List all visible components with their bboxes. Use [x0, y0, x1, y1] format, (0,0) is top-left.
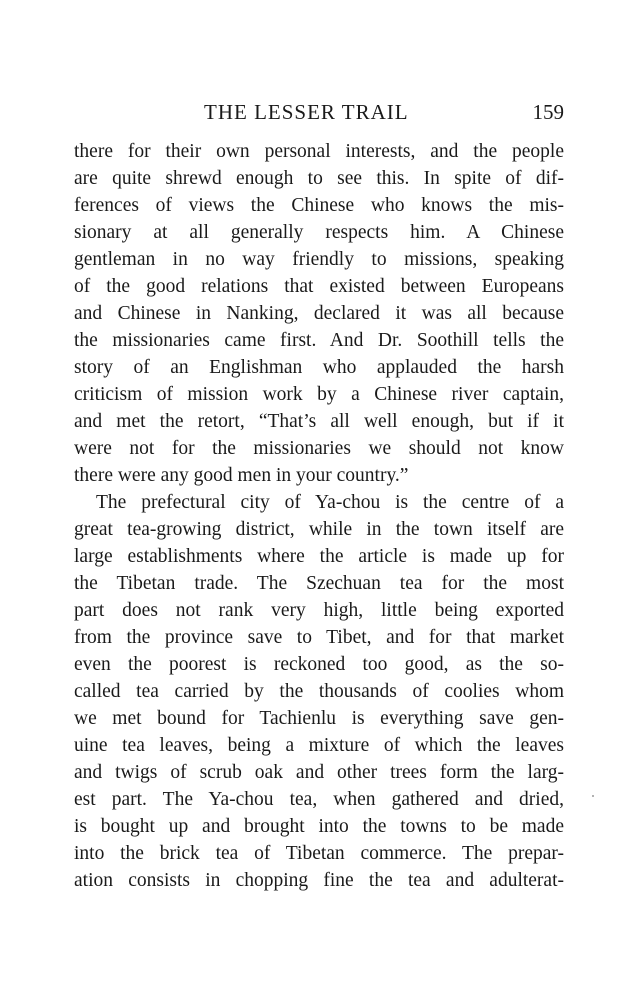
text-line: sionary at all generally respects him. A Chinese: [74, 222, 564, 243]
text-line: large establishments where the article is made up for: [74, 546, 564, 567]
text-line: The prefectural city of Ya-chou is the centre of a: [96, 492, 564, 513]
text-line: great tea-growing district, while in the town itself are: [74, 519, 564, 540]
text-line: and Chinese in Nanking, declared it was all because: [74, 303, 564, 324]
text-line: there were any good men in your country.”: [74, 465, 409, 486]
text-line: called tea carried by the thousands of coolies whom: [74, 681, 564, 702]
text-line: and twigs of scrub oak and other trees form the larg-: [74, 762, 564, 783]
text-line: even the poorest is reckoned too good, as the so-: [74, 654, 564, 675]
text-line: part does not rank very high, little being exported: [74, 600, 564, 621]
text-line: from the province save to Tibet, and for that market: [74, 627, 564, 648]
body-text: [74, 138, 564, 894]
text-line: est part. The Ya-chou tea, when gathered and dried,: [74, 789, 564, 810]
paragraph-1: [74, 138, 564, 489]
paragraph-2: [74, 489, 564, 894]
text-line: is bought up and brought into the towns to be made: [74, 816, 564, 837]
running-head: [74, 100, 564, 130]
text-line: the missionaries came first. And Dr. Soothill tells the: [74, 330, 564, 351]
text-line: ferences of views the Chinese who knows the mis-: [74, 195, 564, 216]
text-line: and met the retort, “That’s all well enough, but if it: [74, 411, 564, 432]
text-line: the Tibetan trade. The Szechuan tea for the most: [74, 573, 564, 594]
text-line: there for their own personal interests, and the people: [74, 141, 564, 162]
text-line: story of an Englishman who applauded the harsh: [74, 357, 564, 378]
running-title: THE LESSER TRAIL: [204, 100, 409, 124]
text-line: uine tea leaves, being a mixture of which the leaves: [74, 735, 564, 756]
text-line: we met bound for Tachienlu is everything save gen-: [74, 708, 564, 729]
text-line: of the good relations that existed between Europeans: [74, 276, 564, 297]
text-line: criticism of mission work by a Chinese river captain,: [74, 384, 564, 405]
text-line: ation consists in chopping fine the tea and adulterat-: [74, 870, 564, 891]
text-line: into the brick tea of Tibetan commerce. The prepar-: [74, 843, 564, 864]
scan-speck: [592, 795, 594, 797]
text-line: were not for the missionaries we should not know: [74, 438, 564, 459]
page-number: 159: [532, 100, 564, 124]
text-line: gentleman in no way friendly to missions, speaking: [74, 249, 564, 270]
text-line: are quite shrewd enough to see this. In spite of dif-: [74, 168, 564, 189]
